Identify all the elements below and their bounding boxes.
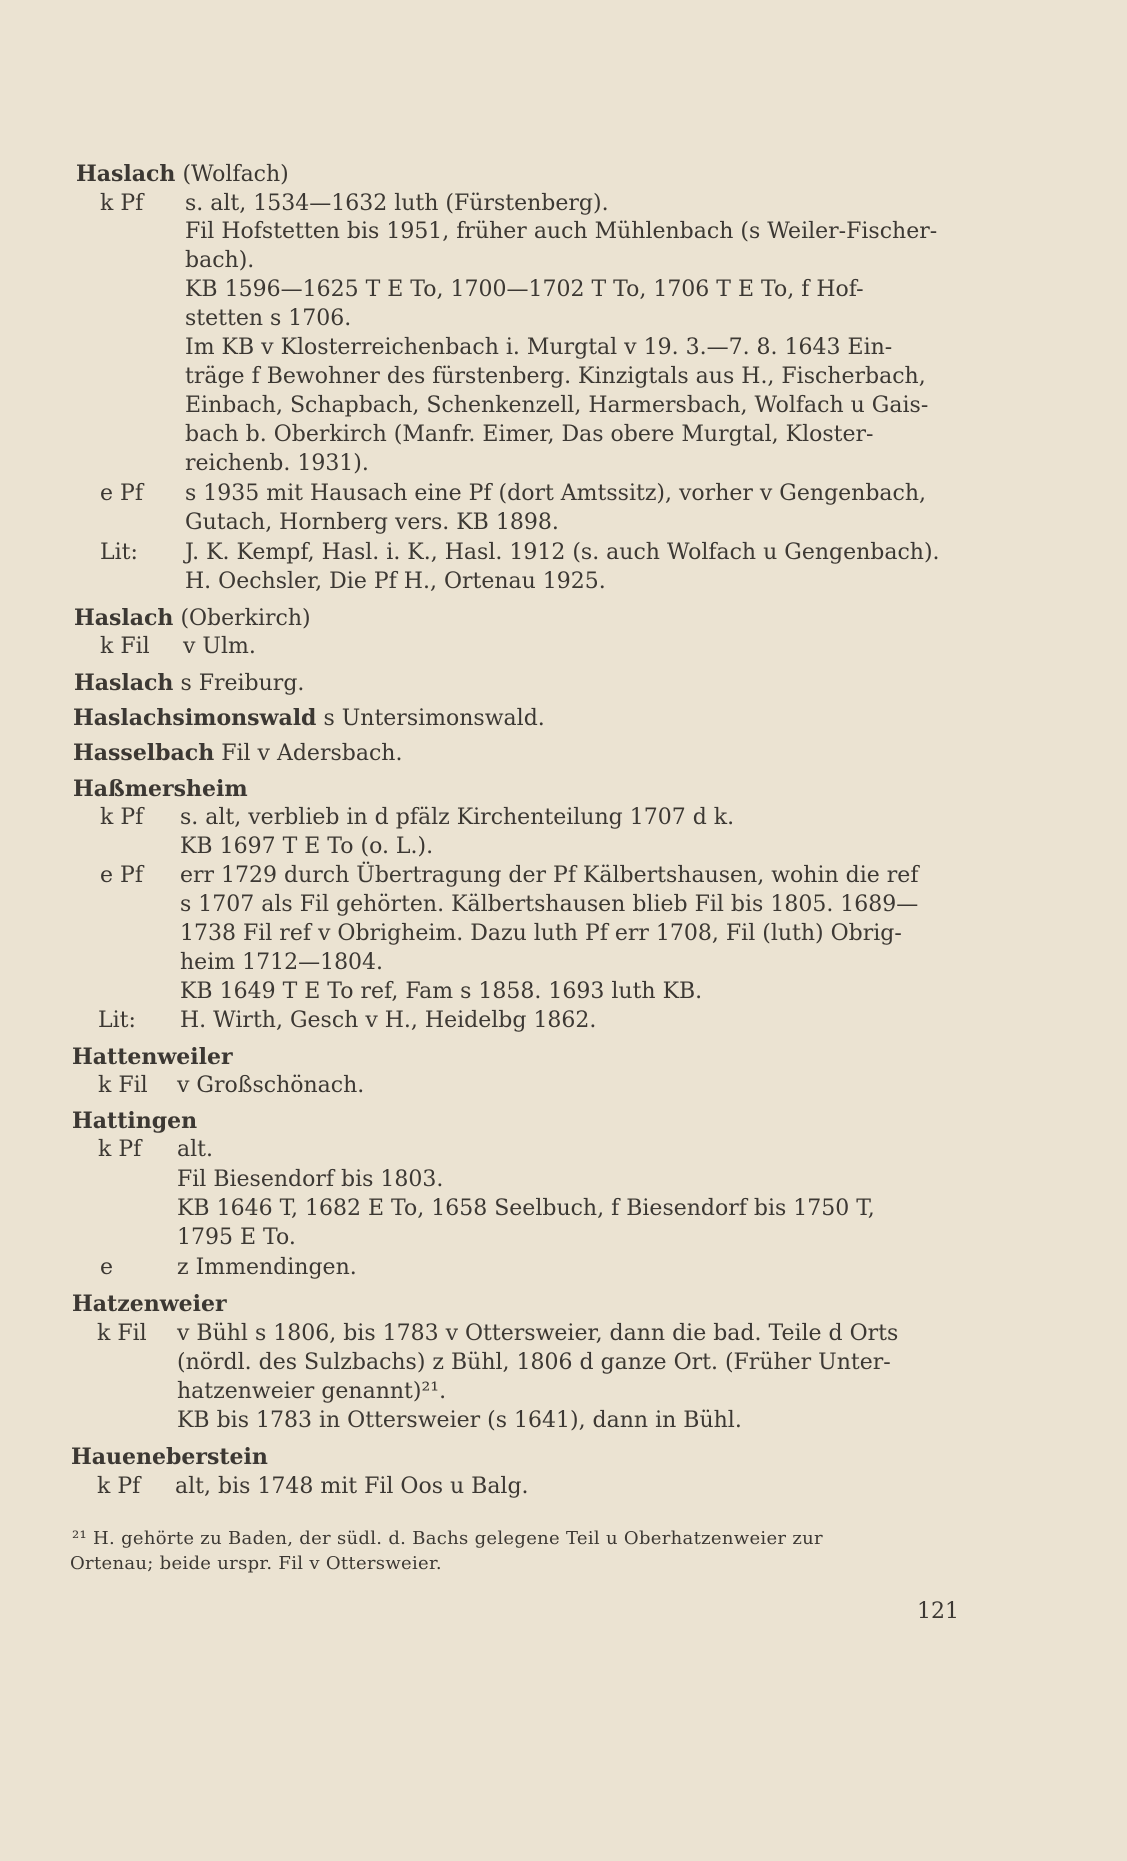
entry-haslach-oberkirch-heading	[74, 604, 311, 633]
entry-text: Fil v Adersbach.	[221, 741, 403, 766]
entry-hasselbach	[73, 739, 402, 768]
kpf-label: k Pf	[100, 191, 144, 216]
entry-hatzenweier-heading: Hatzenweier	[72, 1291, 227, 1317]
text-line: Fil Hofstetten bis 1951, früher auch Mühlenbach (s Weiler-Fischer-	[185, 219, 938, 244]
entry-hattenweiler-heading: Hattenweiler	[72, 1044, 233, 1070]
lit-label: Lit:	[98, 1008, 136, 1033]
text-line: KB 1596—1625 T E To, 1700—1702 T To, 1706 T E To, f Hof-	[185, 277, 864, 302]
kfil-label: k Fil	[100, 634, 150, 659]
text-line: H. Oechsler, Die Pf H., Ortenau 1925.	[185, 569, 606, 594]
epf-label: e Pf	[100, 863, 143, 888]
text-line: 1795 E To.	[177, 1225, 296, 1250]
text-line: 1738 Fil ref v Obrigheim. Dazu luth Pf err 1708, Fil (luth) Obrig-	[180, 921, 902, 946]
kfil-label: k Fil	[97, 1321, 147, 1346]
text-line: bach b. Oberkirch (Manfr. Eimer, Das obere Murgtal, Kloster-	[185, 422, 874, 447]
kpf-label: k Pf	[100, 805, 144, 830]
text-line: J. K. Kempf, Hasl. i. K., Hasl. 1912 (s. auch Wolfach u Gengenbach).	[185, 540, 940, 565]
e-label: e	[100, 1255, 114, 1280]
entry-title: Haslachsimonswald	[73, 705, 317, 731]
text-line: reichenb. 1931).	[185, 451, 369, 476]
text-line: Gutach, Hornberg vers. KB 1898.	[185, 510, 559, 535]
footnote-line: Ortenau; beide urspr. Fil v Ottersweier.	[70, 1553, 442, 1574]
text-line: KB 1697 T E To (o. L.).	[180, 834, 434, 859]
kpf-label: k Pf	[97, 1474, 141, 1499]
text-line: Im KB v Klosterreichenbach i. Murgtal v 19. 3.—7. 8. 1643 Ein-	[185, 335, 893, 360]
text-line: Fil Biesendorf bis 1803.	[177, 1167, 444, 1192]
text-line: z Immendingen.	[177, 1255, 357, 1280]
text-line: err 1729 durch Übertragung der Pf Kälbertshausen, wohin die ref	[180, 863, 919, 888]
epf-label: e Pf	[100, 481, 143, 506]
footnote-line: ²¹ H. gehörte zu Baden, der südl. d. Bachs gelegene Teil u Oberhatzenweier zur	[72, 1528, 823, 1549]
text-line: v Bühl s 1806, bis 1783 v Ottersweier, dann die bad. Teile d Orts	[177, 1321, 899, 1346]
text-line: KB 1646 T, 1682 E To, 1658 Seelbuch, f Biesendorf bis 1750 T,	[177, 1196, 875, 1221]
entry-title: Haslach	[76, 161, 176, 187]
entry-title: Haslach	[74, 670, 174, 696]
text-line: s 1935 mit Hausach eine Pf (dort Amtssitz), vorher v Gengenbach,	[185, 481, 927, 506]
text-line: Einbach, Schapbach, Schenkenzell, Harmersbach, Wolfach u Gais-	[185, 393, 929, 418]
kpf-label: k Pf	[98, 1137, 142, 1162]
text-line: KB 1649 T E To ref, Fam s 1858. 1693 luth KB.	[180, 979, 703, 1004]
text-line: hatzenweier genannt)²¹.	[177, 1379, 447, 1404]
text-line: v Großschönach.	[177, 1073, 365, 1098]
text-line: alt, bis 1748 mit Fil Oos u Balg.	[175, 1474, 529, 1499]
page-number: 121	[917, 1599, 959, 1624]
text-line: H. Wirth, Gesch v H., Heidelbg 1862.	[180, 1008, 597, 1033]
text-line: heim 1712—1804.	[180, 950, 384, 975]
text-line: s. alt, verblieb in d pfälz Kirchenteilung 1707 d k.	[180, 805, 735, 830]
text-line: s. alt, 1534—1632 luth (Fürstenberg).	[185, 191, 609, 216]
text-line: alt.	[177, 1137, 213, 1162]
text-line: v Ulm.	[183, 634, 256, 659]
kfil-label: k Fil	[98, 1073, 148, 1098]
text-line: (nördl. des Sulzbachs) z Bühl, 1806 d ganze Ort. (Früher Unter-	[177, 1350, 891, 1375]
entry-hassmersheim-heading: Haßmersheim	[73, 776, 248, 802]
entry-haslachsimonswald	[73, 704, 545, 733]
text-line: s 1707 als Fil gehörten. Kälbertshausen blieb Fil bis 1805. 1689—	[180, 892, 919, 917]
entry-haslach-wolfach-heading	[76, 160, 289, 189]
text-line: bach).	[185, 248, 255, 273]
entry-title: Haslach	[74, 605, 174, 631]
entry-text: s Untersimonswald.	[323, 706, 545, 731]
lit-label: Lit:	[100, 540, 138, 565]
entry-haslach-freiburg	[74, 669, 304, 698]
entry-haueneberstein-heading: Haueneberstein	[71, 1444, 268, 1470]
entry-text: s Freiburg.	[180, 671, 305, 696]
entry-hattingen-heading: Hattingen	[72, 1108, 198, 1134]
entry-qualifier: (Oberkirch)	[180, 606, 311, 631]
text-line: stetten s 1706.	[185, 306, 352, 331]
entry-qualifier: (Wolfach)	[182, 162, 289, 187]
entry-title: Hasselbach	[73, 740, 215, 766]
text-line: KB bis 1783 in Ottersweier (s 1641), dann in Bühl.	[177, 1408, 742, 1433]
text-line: träge f Bewohner des fürstenberg. Kinzigtals aus H., Fischerbach,	[185, 364, 926, 389]
